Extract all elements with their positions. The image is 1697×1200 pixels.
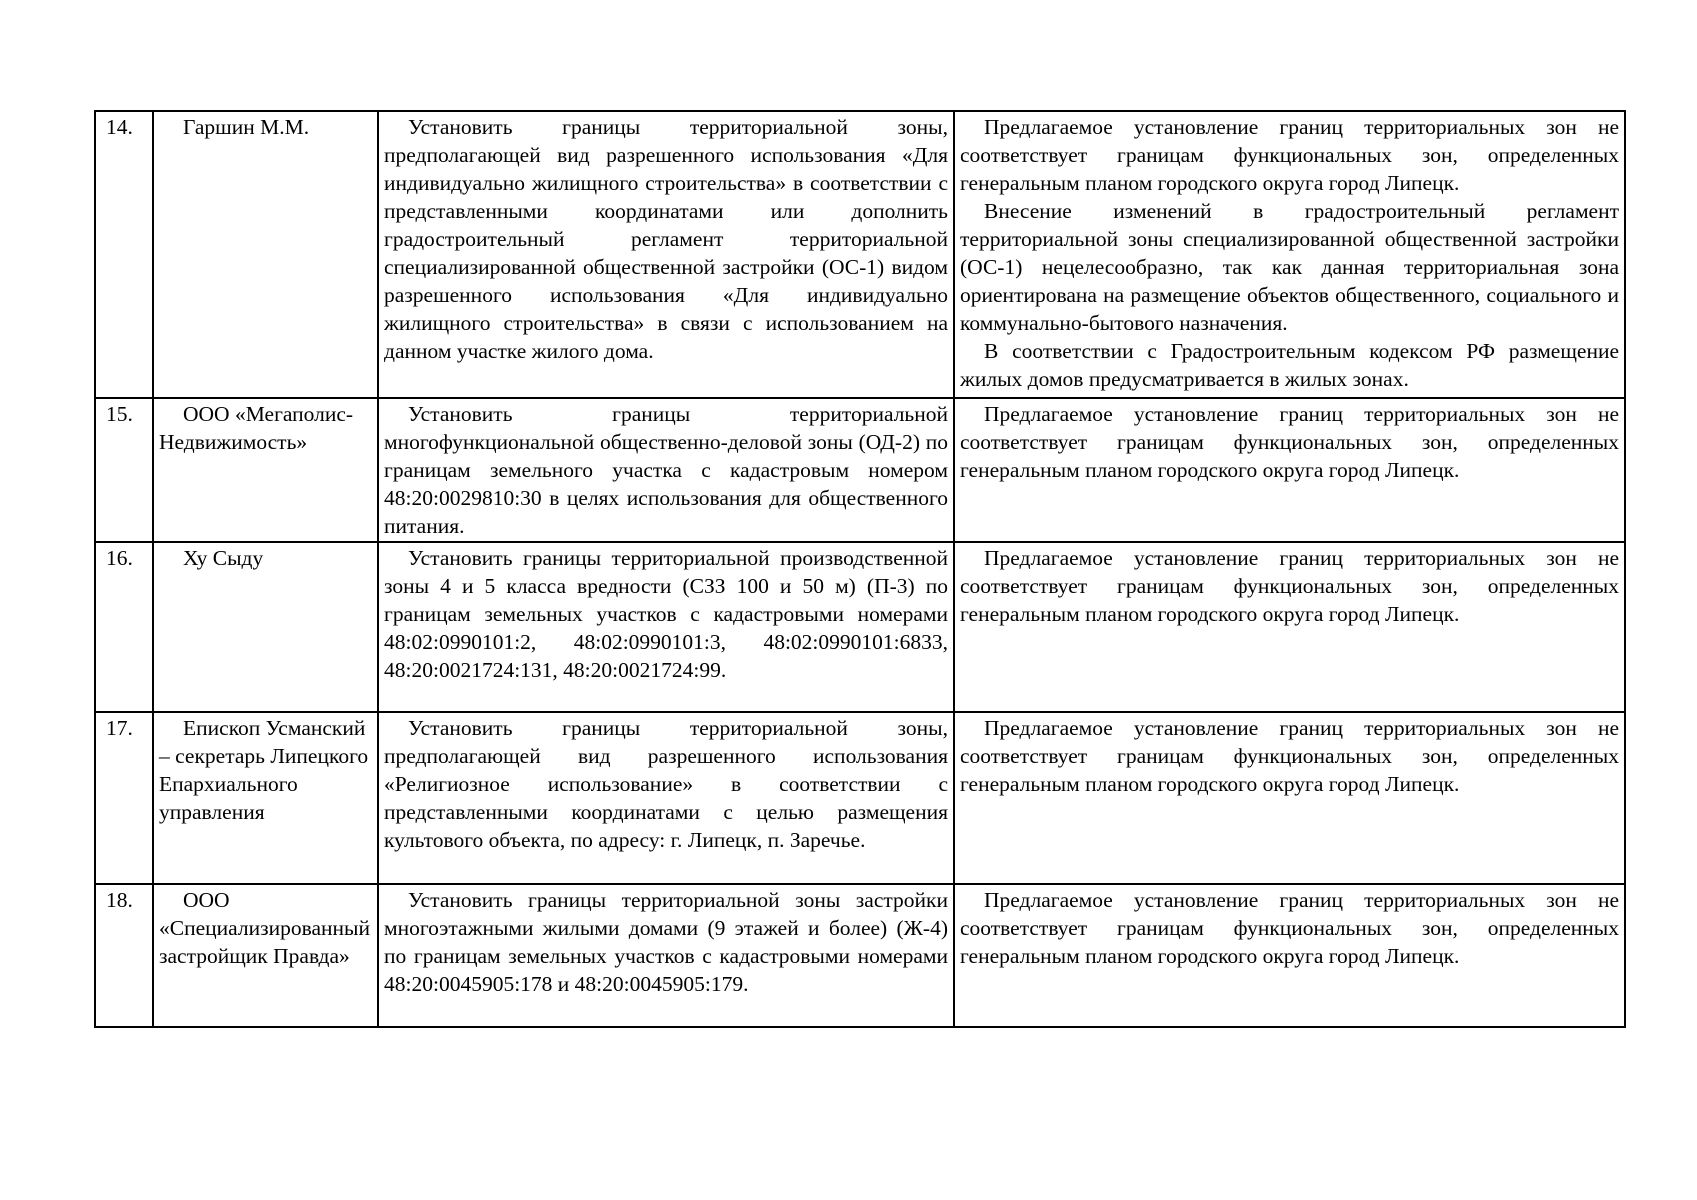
proposals-table <box>94 110 1626 1028</box>
answer-paragraph: Предлагаемое установление границ территориальных зон не соответствует границам функциональных зон, определенных генеральным планом городского округа город Липецк. <box>960 546 1619 626</box>
proposal-text: Установить границы территориальной зоны, предполагающей вид разрешенного использования «Для индивидуально жилищного строительства» в соответствии с представленными координатами или дополнить градостроительный регламент территориальной специализированной общественной застройки (ОС-1) видом разрешенного использования «Для индивидуально жилищного строительства» в связи с использованием на данном участке жилого дома. <box>384 115 948 363</box>
answer-paragraph: Предлагаемое установление границ территориальных зон не соответствует границам функциональных зон, определенных генеральным планом городского округа город Липецк. <box>960 402 1619 482</box>
answer-paragraph: Внесение изменений в градостроительный регламент территориальной зоны специализированной общественной застройки (ОС-1) нецелесообразно, так как данная территориальная зона ориентирована на размещение объектов общественного, социального и коммунально-бытового назначения. <box>960 199 1619 335</box>
applicant-name-text: ООО «Специализированный застройщик Правда» <box>159 888 370 968</box>
row-number: 18. <box>95 884 153 1027</box>
proposal-text: Установить границы территориальной зоны, предполагающей вид разрешенного использования «Религиозное использование» в соответствии с представленными координатами с целью размещения культового объекта, по адресу: г. Липецк, п. Заречье. <box>384 716 948 852</box>
answer-paragraph: В соответствии с Градостроительным кодексом РФ размещение жилых домов предусматривается в жилых зонах. <box>960 339 1619 391</box>
applicant-name-text: ООО «Мегаполис-Недвижимость» <box>159 402 354 454</box>
applicant-name-text: Епископ Усманский – секретарь Липецкого Епархиального управления <box>159 716 369 824</box>
table-row <box>95 884 1625 1027</box>
applicant-name <box>153 884 378 1027</box>
proposal-text: Установить границы территориальной многофункциональной общественно-деловой зоны (ОД-2) по границам земельного участка с кадастровым номером 48:20:0029810:30 в целях использования для общественного питания. <box>384 402 948 538</box>
answer-paragraph: Предлагаемое установление границ территориальных зон не соответствует границам функциональных зон, определенных генеральным планом городского округа город Липецк. <box>960 716 1619 796</box>
table-row <box>95 712 1625 884</box>
answer-cell <box>954 884 1625 1027</box>
applicant-name <box>153 111 378 398</box>
applicant-name <box>153 712 378 884</box>
row-number: 15. <box>95 398 153 542</box>
proposal-text: Установить границы территориальной производственной зоны 4 и 5 класса вредности (СЗЗ 100 и 50 м) (П-3) по границам земельных участков с кадастровыми номерами 48:02:0990101:2, 48:02:0990101:3, 48:02:0990101:6833, 48:20:0021724:131, 48:20:0021724:99. <box>384 546 948 682</box>
answer-cell <box>954 542 1625 712</box>
answer-cell <box>954 712 1625 884</box>
proposal-cell <box>378 712 954 884</box>
proposal-text: Установить границы территориальной зоны застройки многоэтажными жилыми домами (9 этажей и более) (Ж-4) по границам земельных участков с кадастровыми номерами 48:20:0045905:178 и 48:20:0045905:179. <box>384 888 948 996</box>
row-number: 17. <box>95 712 153 884</box>
proposal-cell <box>378 542 954 712</box>
row-number: 14. <box>95 111 153 398</box>
proposal-cell <box>378 111 954 398</box>
answer-paragraph: Предлагаемое установление границ территориальных зон не соответствует границам функциональных зон, определенных генеральным планом городского округа город Липецк. <box>960 115 1619 195</box>
applicant-name-text: Гаршин М.М. <box>183 115 310 139</box>
applicant-name <box>153 542 378 712</box>
table-row <box>95 398 1625 542</box>
answer-paragraph: Предлагаемое установление границ территориальных зон не соответствует границам функциональных зон, определенных генеральным планом городского округа город Липецк. <box>960 888 1619 968</box>
proposal-cell <box>378 884 954 1027</box>
answer-cell <box>954 111 1625 398</box>
answer-cell <box>954 398 1625 542</box>
applicant-name-text: Ху Сыду <box>183 546 264 570</box>
table-row <box>95 111 1625 398</box>
row-number: 16. <box>95 542 153 712</box>
proposal-cell <box>378 398 954 542</box>
table-row <box>95 542 1625 712</box>
applicant-name <box>153 398 378 542</box>
